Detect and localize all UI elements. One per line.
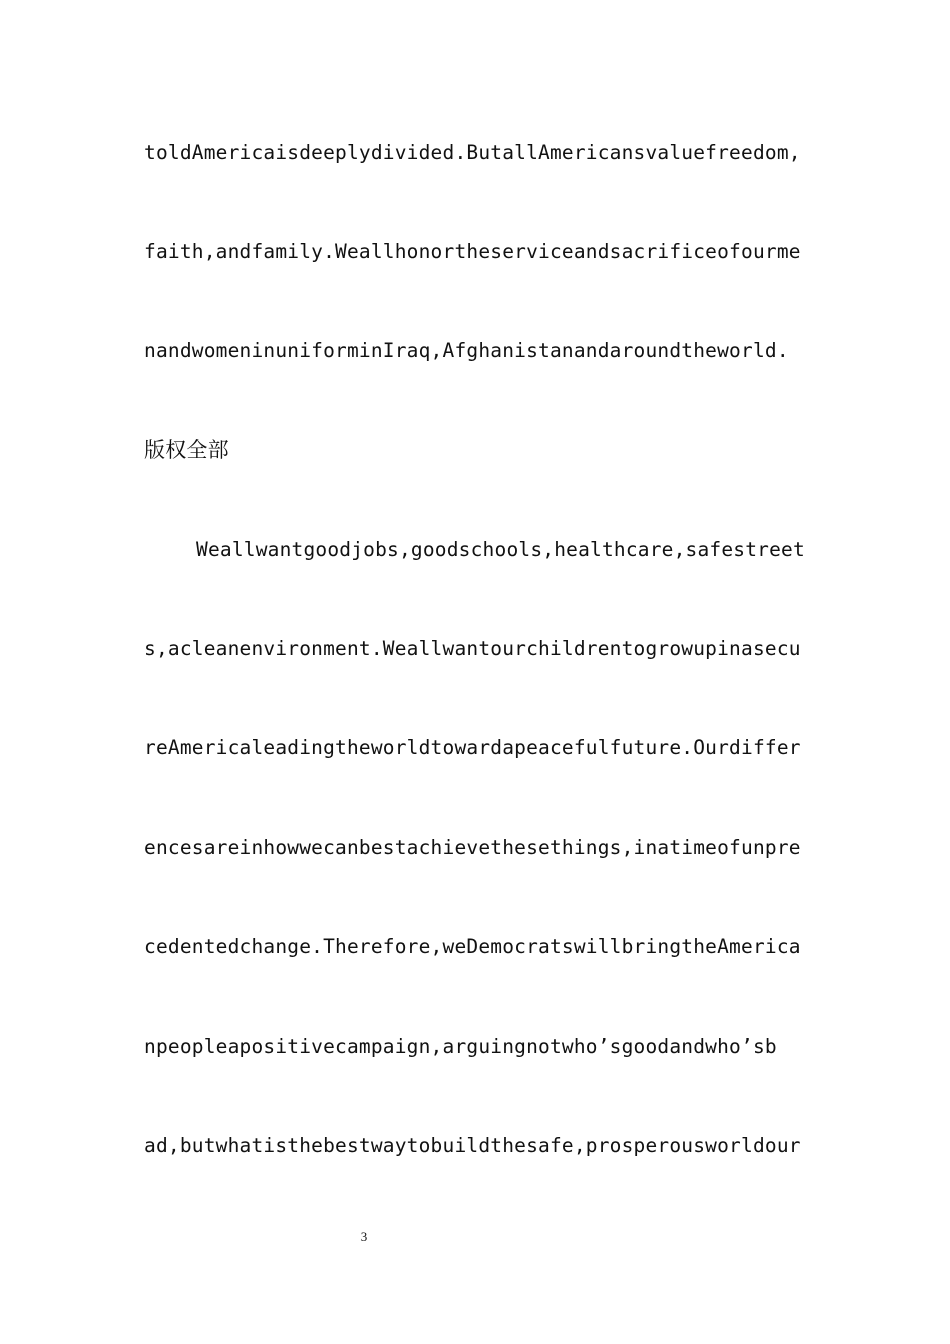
section-label: 版权全部 <box>144 438 229 462</box>
text-line: reAmericaleadingtheworldtowardapeacefulfuture.Ourdiffer <box>144 736 801 759</box>
text-line: faith,andfamily.Weallhonortheserviceandsacrificeofourme <box>144 240 801 263</box>
text-line: npeopleapositivecampaign,arguingnotwho’sgoodandwho’sb <box>144 1035 777 1058</box>
text-line: nandwomeninuniforminIraq,Afghanistanandaroundtheworld. <box>144 339 789 362</box>
text-line: encesareinhowwecanbestachievethesethings,inatimeofunpre <box>144 836 801 859</box>
text-line: toldAmericaisdeeplydivided.ButallAmericansvaluefreedom, <box>144 141 801 164</box>
text-line: cedentedchange.Therefore,weDemocratswillbringtheAmerica <box>144 935 801 958</box>
paragraph-first-line: Weallwantgoodjobs,goodschools,healthcare,safestreet <box>196 538 805 561</box>
text-line: ad,butwhatisthebestwaytobuildthesafe,prosperousworldour <box>144 1134 801 1157</box>
page-number: 3 <box>360 1229 368 1244</box>
text-line: s,acleanenvironment.Weallwantourchildrentogrowupinasecu <box>144 637 801 660</box>
